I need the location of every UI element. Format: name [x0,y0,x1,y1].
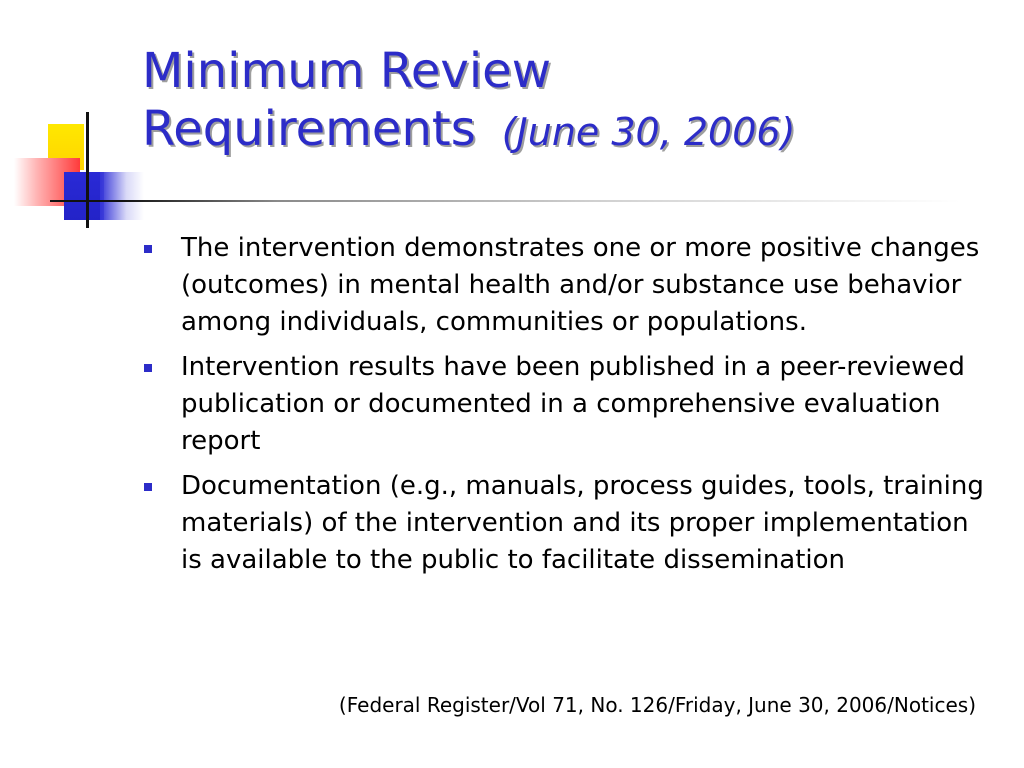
vertical-rule [86,112,89,228]
title-underline-rule [50,200,960,202]
blue-gradient-decoration [100,172,144,220]
title-line-1: Minimum Review [142,43,551,99]
title-line-2 [142,100,795,161]
bullet-text: Documentation (e.g., manuals, process guides, tools, training materials) of the intervention and its proper implementation is available to the public to facilitate dissemination [181,471,984,575]
bullet-item [144,468,994,579]
square-bullet-icon [144,245,152,253]
bullet-item [144,349,994,460]
bullet-text: The intervention demonstrates one or more positive changes (outcomes) in mental health and/or substance use behavior among individuals, communities or populations. [181,233,980,337]
bullet-list [144,230,994,587]
citation: (Federal Register/Vol 71, No. 126/Friday, June 30, 2006/Notices) [338,693,976,717]
bullet-item [144,230,994,341]
bullet-text: Intervention results have been published in a peer-reviewed publication or documented in a comprehensive evaluation report [181,352,965,456]
square-bullet-icon [144,364,152,372]
blue-square-decoration [64,172,104,220]
title-requirements: Requirements [142,101,476,157]
square-bullet-icon [144,483,152,491]
title-date: (June 30, 2006) [501,110,796,154]
slide-title [142,42,795,161]
